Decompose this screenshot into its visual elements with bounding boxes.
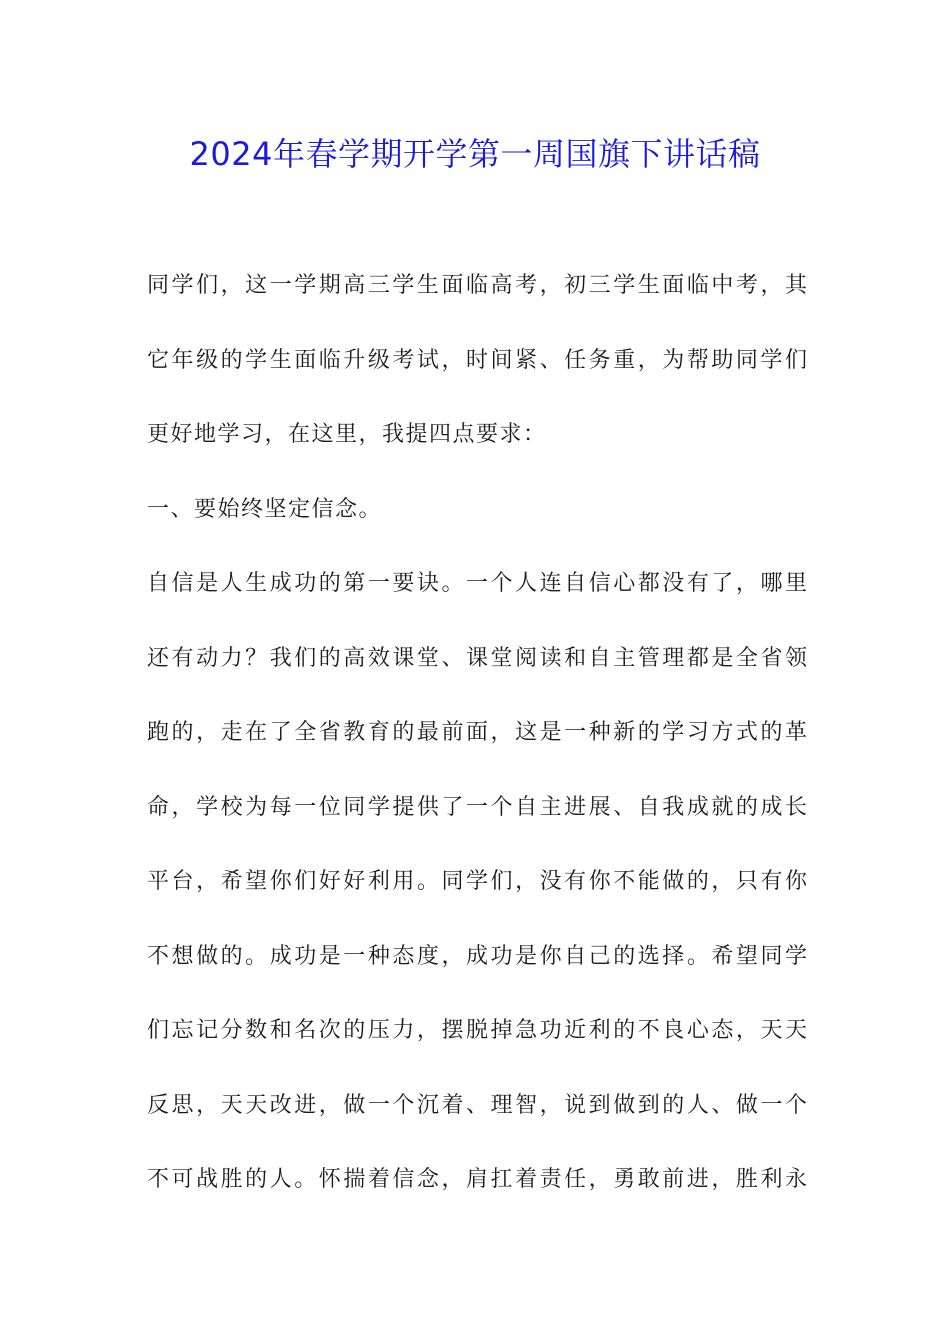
document-body <box>147 264 807 1233</box>
paragraph-line: 更好地学习，在这里，我提四点要求： <box>147 422 547 447</box>
paragraph-line: 还有动力？我们的高效课堂、课堂阅读和自主管理都是全省领 <box>147 645 807 671</box>
paragraph-line: 它年级的学生面临升级考试，时间紧、任务重，为帮助同学们 <box>147 347 807 373</box>
paragraph-line: 反思，天天改进，做一个沉着、理智，说到做到的人、做一个 <box>147 1092 807 1118</box>
paragraph-line: 自信是人生成功的第一要诀。一个人连自信心都没有了，哪里 <box>147 571 807 596</box>
paragraph-line: 不可战胜的人。怀揣着信念，肩扛着责任，勇敢前进，胜利永 <box>147 1167 807 1192</box>
paragraph-line: 平台，希望你们好好利用。同学们，没有你不能做的，只有你 <box>147 869 807 894</box>
paragraph-line: 同学们，这一学期高三学生面临高考，初三学生面临中考，其 <box>147 273 807 298</box>
paragraph-line: 们忘记分数和名次的压力，摆脱掉急功近利的不良心态，天天 <box>147 1018 807 1043</box>
document-title: 2024年春学期开学第一周国旗下讲话稿 <box>189 135 761 173</box>
paragraph-line: 不想做的。成功是一种态度，成功是你自己的选择。希望同学 <box>147 943 807 969</box>
paragraph-line: 命，学校为每一位同学提供了一个自主进展、自我成就的成长 <box>147 794 807 820</box>
section-heading: 一、要始终坚定信念。 <box>147 496 383 522</box>
paragraph-line: 跑的，走在了全省教育的最前面，这是一种新的学习方式的革 <box>147 720 807 745</box>
